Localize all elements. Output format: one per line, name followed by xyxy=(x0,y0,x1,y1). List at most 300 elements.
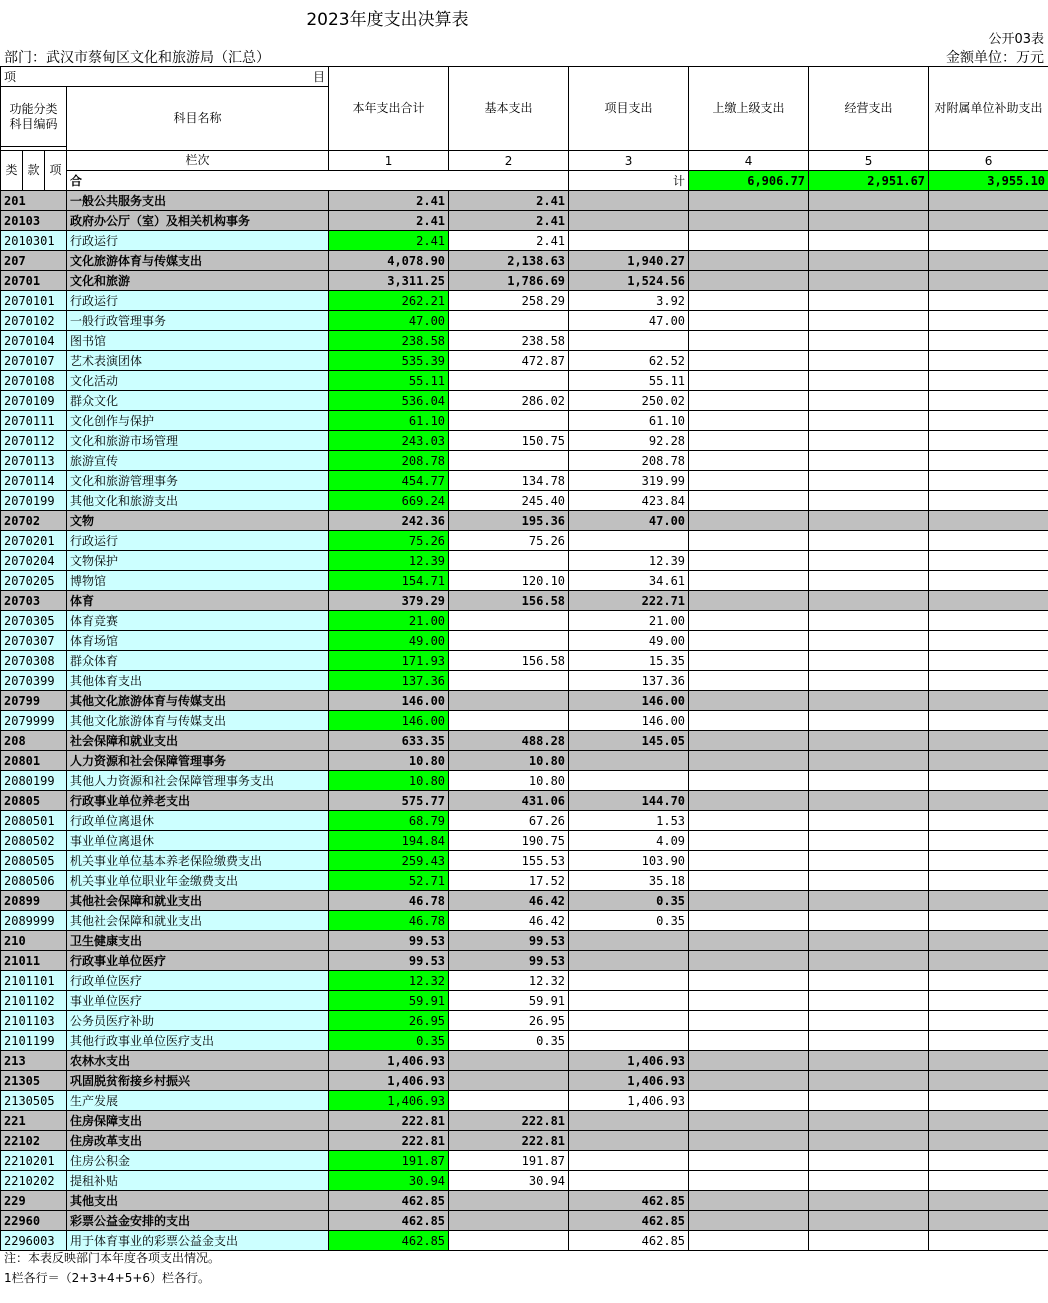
table-row xyxy=(1,471,1048,491)
row-basic: 120.10 xyxy=(449,571,569,591)
row-total: 222.81 xyxy=(329,1111,449,1131)
row-subsidy xyxy=(929,1131,1048,1151)
header-xiang: 项 xyxy=(4,70,17,84)
row-code: 2070102 xyxy=(1,311,67,331)
row-project: 137.36 xyxy=(569,671,689,691)
row-subsidy xyxy=(929,771,1048,791)
row-project xyxy=(569,231,689,251)
row-total: 61.10 xyxy=(329,411,449,431)
row-total: 262.21 xyxy=(329,291,449,311)
row-basic: 156.58 xyxy=(449,651,569,671)
row-code: 208 xyxy=(1,731,67,751)
row-basic: 156.58 xyxy=(449,591,569,611)
row-basic: 59.91 xyxy=(449,991,569,1011)
row-project: 34.61 xyxy=(569,571,689,591)
row-upper xyxy=(689,831,809,851)
row-total: 1,406.93 xyxy=(329,1051,449,1071)
row-upper xyxy=(689,391,809,411)
row-business xyxy=(809,531,929,551)
row-basic xyxy=(449,371,569,391)
row-upper xyxy=(689,1031,809,1051)
row-code: 2070101 xyxy=(1,291,67,311)
row-upper xyxy=(689,711,809,731)
row-code: 2080199 xyxy=(1,771,67,791)
row-basic: 0.35 xyxy=(449,1031,569,1051)
row-code: 221 xyxy=(1,1111,67,1131)
row-business xyxy=(809,491,929,511)
row-business xyxy=(809,1051,929,1071)
note-line-2: 1栏各行＝（2+3+4+5+6）栏各行。 xyxy=(4,1271,211,1285)
header-col-subsidy: 对附属单位补助支出 xyxy=(929,67,1048,151)
row-total: 12.32 xyxy=(329,971,449,991)
row-project xyxy=(569,971,689,991)
row-subsidy xyxy=(929,451,1048,471)
table-row xyxy=(1,711,1048,731)
row-business xyxy=(809,991,929,1011)
row-total: 146.00 xyxy=(329,711,449,731)
row-project: 250.02 xyxy=(569,391,689,411)
row-basic: 99.53 xyxy=(449,931,569,951)
row-basic: 26.95 xyxy=(449,1011,569,1031)
table-row xyxy=(1,251,1048,271)
row-project: 1,406.93 xyxy=(569,1091,689,1111)
row-business xyxy=(809,831,929,851)
row-total: 1,406.93 xyxy=(329,1091,449,1111)
row-project: 47.00 xyxy=(569,511,689,531)
row-project: 462.85 xyxy=(569,1191,689,1211)
unit-label: 金额单位：万元 xyxy=(946,50,1044,66)
header-mu: 目 xyxy=(313,70,326,84)
row-subsidy xyxy=(929,871,1048,891)
table-row xyxy=(1,911,1048,931)
row-code: 2210202 xyxy=(1,1171,67,1191)
row-project xyxy=(569,771,689,791)
row-subsidy xyxy=(929,331,1048,351)
row-total: 10.80 xyxy=(329,751,449,771)
row-name: 行政运行 xyxy=(67,291,329,311)
row-project: 462.85 xyxy=(569,1211,689,1231)
row-subsidy xyxy=(929,1171,1048,1191)
row-code: 21011 xyxy=(1,951,67,971)
row-total: 238.58 xyxy=(329,331,449,351)
table-row xyxy=(1,451,1048,471)
row-business xyxy=(809,1011,929,1031)
table-row xyxy=(1,1031,1048,1051)
row-name: 行政事业单位养老支出 xyxy=(67,791,329,811)
row-upper xyxy=(689,451,809,471)
table-row xyxy=(1,771,1048,791)
row-business xyxy=(809,791,929,811)
row-code: 2089999 xyxy=(1,911,67,931)
row-code: 2101101 xyxy=(1,971,67,991)
row-basic: 99.53 xyxy=(449,951,569,971)
row-upper xyxy=(689,291,809,311)
row-basic: 155.53 xyxy=(449,851,569,871)
row-project: 61.10 xyxy=(569,411,689,431)
row-business xyxy=(809,371,929,391)
row-code: 2079999 xyxy=(1,711,67,731)
header-kuan: 款 xyxy=(23,151,45,191)
note-line-1: 注：本表反映部门本年度各项支出情况。 xyxy=(4,1251,221,1265)
table-row xyxy=(1,931,1048,951)
row-subsidy xyxy=(929,891,1048,911)
row-business xyxy=(809,1111,929,1131)
row-basic xyxy=(449,631,569,651)
row-project xyxy=(569,1131,689,1151)
row-basic xyxy=(449,611,569,631)
table-row xyxy=(1,1171,1048,1191)
row-basic: 134.78 xyxy=(449,471,569,491)
row-business xyxy=(809,411,929,431)
total-row xyxy=(1,171,1048,191)
row-subsidy xyxy=(929,671,1048,691)
row-name: 机关事业单位基本养老保险缴费支出 xyxy=(67,851,329,871)
row-upper xyxy=(689,571,809,591)
row-subsidy xyxy=(929,611,1048,631)
table-row xyxy=(1,1011,1048,1031)
row-basic xyxy=(449,691,569,711)
row-business xyxy=(809,911,929,931)
row-upper xyxy=(689,1211,809,1231)
row-upper xyxy=(689,271,809,291)
row-total: 3,311.25 xyxy=(329,271,449,291)
row-name: 事业单位医疗 xyxy=(67,991,329,1011)
row-code: 2101103 xyxy=(1,1011,67,1031)
row-name: 文物保护 xyxy=(67,551,329,571)
row-upper xyxy=(689,1151,809,1171)
row-code: 20103 xyxy=(1,211,67,231)
row-upper xyxy=(689,811,809,831)
row-project: 12.39 xyxy=(569,551,689,571)
row-subsidy xyxy=(929,391,1048,411)
row-upper xyxy=(689,851,809,871)
total-ji: 计 xyxy=(673,174,686,188)
row-subsidy xyxy=(929,711,1048,731)
table-row xyxy=(1,431,1048,451)
row-project xyxy=(569,1171,689,1191)
row-name: 行政事业单位医疗 xyxy=(67,951,329,971)
row-basic: 191.87 xyxy=(449,1151,569,1171)
row-upper xyxy=(689,671,809,691)
row-upper xyxy=(689,1071,809,1091)
row-upper xyxy=(689,211,809,231)
row-business xyxy=(809,1211,929,1231)
table-row xyxy=(1,331,1048,351)
row-total: 46.78 xyxy=(329,911,449,931)
row-upper xyxy=(689,591,809,611)
row-total: 462.85 xyxy=(329,1191,449,1211)
row-upper xyxy=(689,331,809,351)
row-upper xyxy=(689,891,809,911)
table-row xyxy=(1,891,1048,911)
table-row xyxy=(1,511,1048,531)
row-subsidy xyxy=(929,931,1048,951)
row-name: 群众体育 xyxy=(67,651,329,671)
row-basic: 12.32 xyxy=(449,971,569,991)
total-basic: 2,951.67 xyxy=(809,171,929,191)
row-name: 一般公共服务支出 xyxy=(67,191,329,211)
header-lei: 类 xyxy=(1,151,23,191)
row-total: 47.00 xyxy=(329,311,449,331)
row-code: 201 xyxy=(1,191,67,211)
row-total: 55.11 xyxy=(329,371,449,391)
row-total: 4,078.90 xyxy=(329,251,449,271)
row-subsidy xyxy=(929,371,1048,391)
row-basic: 10.80 xyxy=(449,751,569,771)
row-code: 20899 xyxy=(1,891,67,911)
row-upper xyxy=(689,731,809,751)
row-upper xyxy=(689,371,809,391)
row-upper xyxy=(689,531,809,551)
row-total: 75.26 xyxy=(329,531,449,551)
row-code: 2070399 xyxy=(1,671,67,691)
row-total: 633.35 xyxy=(329,731,449,751)
header-col-project: 项目支出 xyxy=(569,67,689,151)
row-business xyxy=(809,1191,929,1211)
row-project xyxy=(569,931,689,951)
header-code: 功能分类科目编码 xyxy=(1,87,67,147)
header-col-total: 本年支出合计 xyxy=(329,67,449,151)
row-business xyxy=(809,351,929,371)
table-row xyxy=(1,271,1048,291)
row-business xyxy=(809,211,929,231)
total-project: 3,955.10 xyxy=(929,171,1048,191)
table-row xyxy=(1,211,1048,231)
row-basic: 67.26 xyxy=(449,811,569,831)
row-code: 2070104 xyxy=(1,331,67,351)
row-project: 144.70 xyxy=(569,791,689,811)
row-subsidy xyxy=(929,971,1048,991)
row-name: 其他社会保障和就业支出 xyxy=(67,891,329,911)
row-business xyxy=(809,811,929,831)
table-row xyxy=(1,971,1048,991)
row-business xyxy=(809,1171,929,1191)
table-row xyxy=(1,351,1048,371)
row-code: 20805 xyxy=(1,791,67,811)
row-subsidy xyxy=(929,791,1048,811)
row-total: 10.80 xyxy=(329,771,449,791)
row-upper xyxy=(689,691,809,711)
row-total: 535.39 xyxy=(329,351,449,371)
row-total: 669.24 xyxy=(329,491,449,511)
table-row xyxy=(1,671,1048,691)
row-code: 2070113 xyxy=(1,451,67,471)
row-business xyxy=(809,551,929,571)
table-row xyxy=(1,831,1048,851)
row-business xyxy=(809,1151,929,1171)
row-project xyxy=(569,1031,689,1051)
row-total: 575.77 xyxy=(329,791,449,811)
row-subsidy xyxy=(929,491,1048,511)
row-code: 2070201 xyxy=(1,531,67,551)
row-subsidy xyxy=(929,951,1048,971)
row-total: 154.71 xyxy=(329,571,449,591)
row-name: 彩票公益金安排的支出 xyxy=(67,1211,329,1231)
row-upper xyxy=(689,911,809,931)
row-business xyxy=(809,1031,929,1051)
row-name: 行政单位医疗 xyxy=(67,971,329,991)
total-he: 合 xyxy=(70,174,83,188)
row-name: 体育 xyxy=(67,591,329,611)
row-total: 194.84 xyxy=(329,831,449,851)
row-name: 艺术表演团体 xyxy=(67,351,329,371)
row-business xyxy=(809,1131,929,1151)
row-subsidy xyxy=(929,431,1048,451)
row-business xyxy=(809,671,929,691)
table-row xyxy=(1,191,1048,211)
form-code: 公开03表 xyxy=(988,32,1044,47)
row-name: 公务员医疗补助 xyxy=(67,1011,329,1031)
row-name: 体育竞赛 xyxy=(67,611,329,631)
row-total: 222.81 xyxy=(329,1131,449,1151)
row-project xyxy=(569,1011,689,1031)
row-name: 卫生健康支出 xyxy=(67,931,329,951)
row-name: 用于体育事业的彩票公益金支出 xyxy=(67,1231,329,1251)
row-basic: 17.52 xyxy=(449,871,569,891)
row-basic xyxy=(449,451,569,471)
row-code: 22102 xyxy=(1,1131,67,1151)
col-num-6: 6 xyxy=(929,151,1048,171)
row-upper xyxy=(689,511,809,531)
row-name: 文化和旅游管理事务 xyxy=(67,471,329,491)
row-business xyxy=(809,191,929,211)
row-total: 2.41 xyxy=(329,231,449,251)
row-upper xyxy=(689,1091,809,1111)
row-project xyxy=(569,531,689,551)
row-name: 文物 xyxy=(67,511,329,531)
row-project: 15.35 xyxy=(569,651,689,671)
row-basic: 245.40 xyxy=(449,491,569,511)
table-row xyxy=(1,751,1048,771)
header-col-business: 经营支出 xyxy=(809,67,929,151)
table-row xyxy=(1,791,1048,811)
table-row xyxy=(1,871,1048,891)
table-row xyxy=(1,651,1048,671)
row-code: 207 xyxy=(1,251,67,271)
row-basic: 2.41 xyxy=(449,191,569,211)
row-name: 体育场馆 xyxy=(67,631,329,651)
row-name: 住房公积金 xyxy=(67,1151,329,1171)
table-row xyxy=(1,491,1048,511)
row-name: 住房改革支出 xyxy=(67,1131,329,1151)
row-business xyxy=(809,511,929,531)
page-title: 2023年度支出决算表 xyxy=(306,10,469,30)
row-upper xyxy=(689,191,809,211)
row-code: 2070204 xyxy=(1,551,67,571)
row-subsidy xyxy=(929,471,1048,491)
row-business xyxy=(809,971,929,991)
row-name: 行政运行 xyxy=(67,531,329,551)
row-subsidy xyxy=(929,1091,1048,1111)
row-total: 0.35 xyxy=(329,1031,449,1051)
row-upper xyxy=(689,931,809,951)
row-subsidy xyxy=(929,1011,1048,1031)
row-total: 46.78 xyxy=(329,891,449,911)
row-project: 92.28 xyxy=(569,431,689,451)
row-project: 222.71 xyxy=(569,591,689,611)
row-upper xyxy=(689,431,809,451)
table-row xyxy=(1,371,1048,391)
row-subsidy xyxy=(929,231,1048,251)
row-basic: 150.75 xyxy=(449,431,569,451)
table-row xyxy=(1,291,1048,311)
row-subsidy xyxy=(929,191,1048,211)
row-business xyxy=(809,311,929,331)
row-name: 其他支出 xyxy=(67,1191,329,1211)
row-name: 其他行政事业单位医疗支出 xyxy=(67,1031,329,1051)
row-code: 2101199 xyxy=(1,1031,67,1051)
row-total: 2.41 xyxy=(329,191,449,211)
row-name: 文化活动 xyxy=(67,371,329,391)
row-subsidy xyxy=(929,651,1048,671)
row-business xyxy=(809,331,929,351)
table-row xyxy=(1,1091,1048,1111)
row-total: 243.03 xyxy=(329,431,449,451)
row-project: 62.52 xyxy=(569,351,689,371)
row-basic: 258.29 xyxy=(449,291,569,311)
col-num-1: 1 xyxy=(329,151,449,171)
row-project xyxy=(569,751,689,771)
row-code: 2070111 xyxy=(1,411,67,431)
table-row xyxy=(1,391,1048,411)
row-subsidy xyxy=(929,731,1048,751)
row-upper xyxy=(689,951,809,971)
table-row xyxy=(1,231,1048,251)
row-subsidy xyxy=(929,1031,1048,1051)
row-upper xyxy=(689,1111,809,1131)
row-total: 30.94 xyxy=(329,1171,449,1191)
row-code: 2070107 xyxy=(1,351,67,371)
row-business xyxy=(809,391,929,411)
row-project xyxy=(569,331,689,351)
row-business xyxy=(809,1231,929,1251)
row-total: 259.43 xyxy=(329,851,449,871)
row-subsidy xyxy=(929,1151,1048,1171)
row-subsidy xyxy=(929,1111,1048,1131)
row-subsidy xyxy=(929,811,1048,831)
row-subsidy xyxy=(929,411,1048,431)
row-total: 208.78 xyxy=(329,451,449,471)
row-project xyxy=(569,1111,689,1131)
table-row xyxy=(1,591,1048,611)
header-lanci: 栏次 xyxy=(67,151,329,171)
row-code: 210 xyxy=(1,931,67,951)
row-business xyxy=(809,231,929,251)
row-basic xyxy=(449,411,569,431)
table-row xyxy=(1,951,1048,971)
header-col-upper: 上缴上级支出 xyxy=(689,67,809,151)
row-total: 49.00 xyxy=(329,631,449,651)
row-subsidy xyxy=(929,851,1048,871)
row-basic: 222.81 xyxy=(449,1131,569,1151)
row-code: 2070114 xyxy=(1,471,67,491)
row-subsidy xyxy=(929,1071,1048,1091)
row-code: 20799 xyxy=(1,691,67,711)
row-upper xyxy=(689,231,809,251)
row-total: 21.00 xyxy=(329,611,449,631)
row-name: 其他文化和旅游支出 xyxy=(67,491,329,511)
row-total: 242.36 xyxy=(329,511,449,531)
row-project: 55.11 xyxy=(569,371,689,391)
row-basic: 195.36 xyxy=(449,511,569,531)
row-subsidy xyxy=(929,531,1048,551)
row-name: 事业单位离退休 xyxy=(67,831,329,851)
row-total: 99.53 xyxy=(329,951,449,971)
table-row xyxy=(1,531,1048,551)
row-basic: 190.75 xyxy=(449,831,569,851)
row-business xyxy=(809,771,929,791)
table-row xyxy=(1,571,1048,591)
